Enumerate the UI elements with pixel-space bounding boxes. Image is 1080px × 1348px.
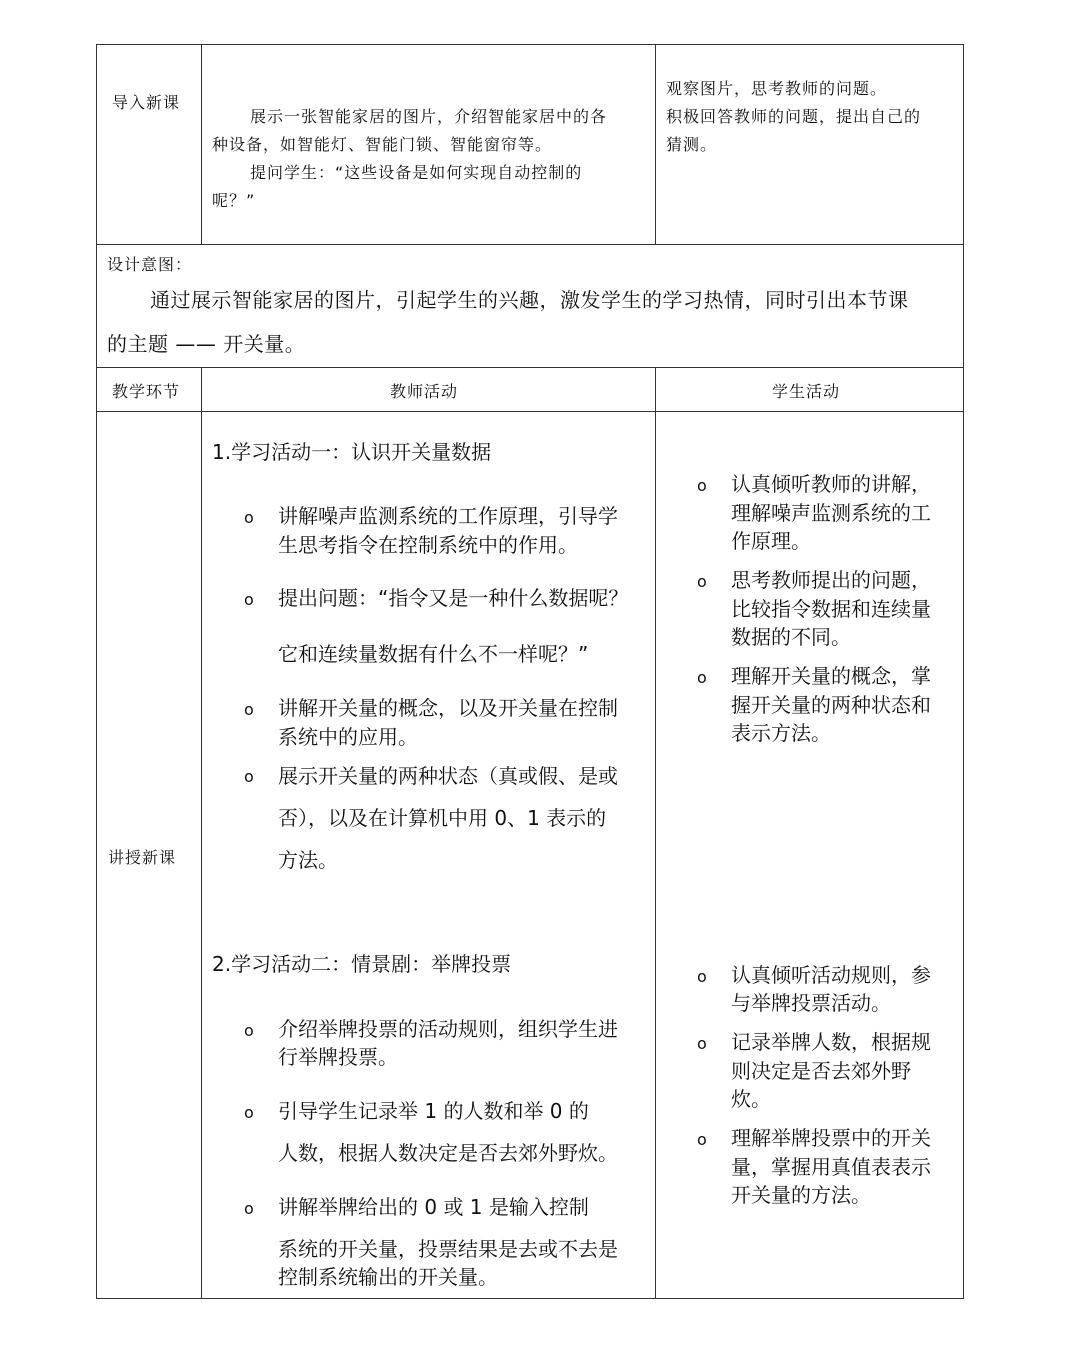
design-intent-title: 设计意图： <box>107 255 193 274</box>
bullet-icon: o <box>697 572 707 591</box>
teacher-item: 讲解噪声监测系统的工作原理，引导学 <box>278 504 618 528</box>
student-item: 握开关量的两种状态和 <box>731 693 931 717</box>
bullet-icon: o <box>244 700 254 719</box>
student-item: 表示方法。 <box>731 721 831 745</box>
intro-student-line: 积极回答教师的问题，提出自己的 <box>666 107 922 126</box>
teacher-item: 展示开关量的两种状态（真或假、是或 <box>278 764 618 788</box>
student-item: 认真倾听教师的讲解， <box>731 472 931 496</box>
bullet-icon: o <box>244 590 254 609</box>
student-item: 开关量的方法。 <box>731 1183 871 1207</box>
section-intro-label: 导入新课 <box>112 93 181 112</box>
bullet-icon: o <box>244 767 254 786</box>
intro-student-line: 观察图片，思考教师的问题。 <box>666 79 888 98</box>
header-teacher-activity: 教师活动 <box>390 382 459 401</box>
header-stage: 教学环节 <box>112 382 181 401</box>
intro-student-line: 猜测。 <box>666 135 718 154</box>
teacher-item: 系统中的应用。 <box>278 725 418 749</box>
intro-teacher-line: 呢？” <box>212 191 256 210</box>
bullet-icon: o <box>697 476 707 495</box>
design-intent-line: 的主题 —— 开关量。 <box>107 332 306 356</box>
bullet-icon: o <box>244 508 254 527</box>
bullet-icon: o <box>697 1130 707 1149</box>
bullet-icon: o <box>244 1103 254 1122</box>
teacher-item: 行举牌投票。 <box>278 1045 398 1069</box>
teacher-item: 生思考指令在控制系统中的作用。 <box>278 533 578 557</box>
student-item: 炊。 <box>731 1087 771 1111</box>
bullet-icon: o <box>697 668 707 687</box>
teacher-item: 它和连续量数据有什么不一样呢？” <box>278 642 589 666</box>
teacher-item: 人数，根据人数决定是否去郊外野炊。 <box>278 1141 618 1165</box>
teacher-item: 否），以及在计算机中用 0、1 表示的 <box>278 806 607 830</box>
teacher-item: 讲解开关量的概念，以及开关量在控制 <box>278 696 618 720</box>
student-item: 数据的不同。 <box>731 625 851 649</box>
header-student-activity: 学生活动 <box>772 382 841 401</box>
activity2-title: 2.学习活动二：情景剧：举牌投票 <box>212 952 512 976</box>
design-intent-line: 通过展示智能家居的图片，引起学生的兴趣，激发学生的学习热情，同时引出本节课 <box>150 288 909 312</box>
col-divider <box>655 45 656 244</box>
activity1-title: 1.学习活动一：认识开关量数据 <box>212 440 492 464</box>
teacher-item: 控制系统输出的开关量。 <box>278 1265 498 1289</box>
student-item: 认真倾听活动规则，参 <box>731 963 931 987</box>
intro-teacher-line: 种设备，如智能灯、智能门锁、智能窗帘等。 <box>212 135 553 154</box>
bullet-icon: o <box>697 967 707 986</box>
student-item: 理解开关量的概念，掌 <box>731 664 931 688</box>
student-item: 与举牌投票活动。 <box>731 991 891 1015</box>
row-divider <box>97 244 963 245</box>
teacher-item: 引导学生记录举 1 的人数和举 0 的 <box>278 1099 589 1123</box>
intro-teacher-line: 提问学生：“这些设备是如何实现自动控制的 <box>250 163 583 182</box>
col-divider <box>655 367 656 1298</box>
row-divider <box>97 411 963 412</box>
section-lecture-label: 讲授新课 <box>108 848 177 867</box>
bullet-icon: o <box>244 1021 254 1040</box>
bullet-icon: o <box>697 1034 707 1053</box>
student-item: 则决定是否去郊外野 <box>731 1059 911 1083</box>
teacher-item: 讲解举牌给出的 0 或 1 是输入控制 <box>278 1195 589 1219</box>
teacher-item: 方法。 <box>278 848 338 872</box>
student-item: 作原理。 <box>731 529 811 553</box>
student-item: 量，掌握用真值表表示 <box>731 1155 931 1179</box>
col-divider <box>201 367 202 1298</box>
teacher-item: 提出问题：“指令又是一种什么数据呢？ <box>278 586 629 610</box>
student-item: 记录举牌人数，根据规 <box>731 1030 931 1054</box>
teacher-item: 介绍举牌投票的活动规则，组织学生进 <box>278 1017 618 1041</box>
student-item: 理解噪声监测系统的工 <box>731 501 931 525</box>
bullet-icon: o <box>244 1199 254 1218</box>
intro-teacher-line: 展示一张智能家居的图片，介绍智能家居中的各 <box>250 107 608 126</box>
teacher-item: 系统的开关量，投票结果是去或不去是 <box>278 1237 618 1261</box>
student-item: 思考教师提出的问题， <box>731 568 931 592</box>
student-item: 理解举牌投票中的开关 <box>731 1126 931 1150</box>
row-divider <box>97 367 963 368</box>
student-item: 比较指令数据和连续量 <box>731 597 931 621</box>
col-divider <box>201 45 202 244</box>
